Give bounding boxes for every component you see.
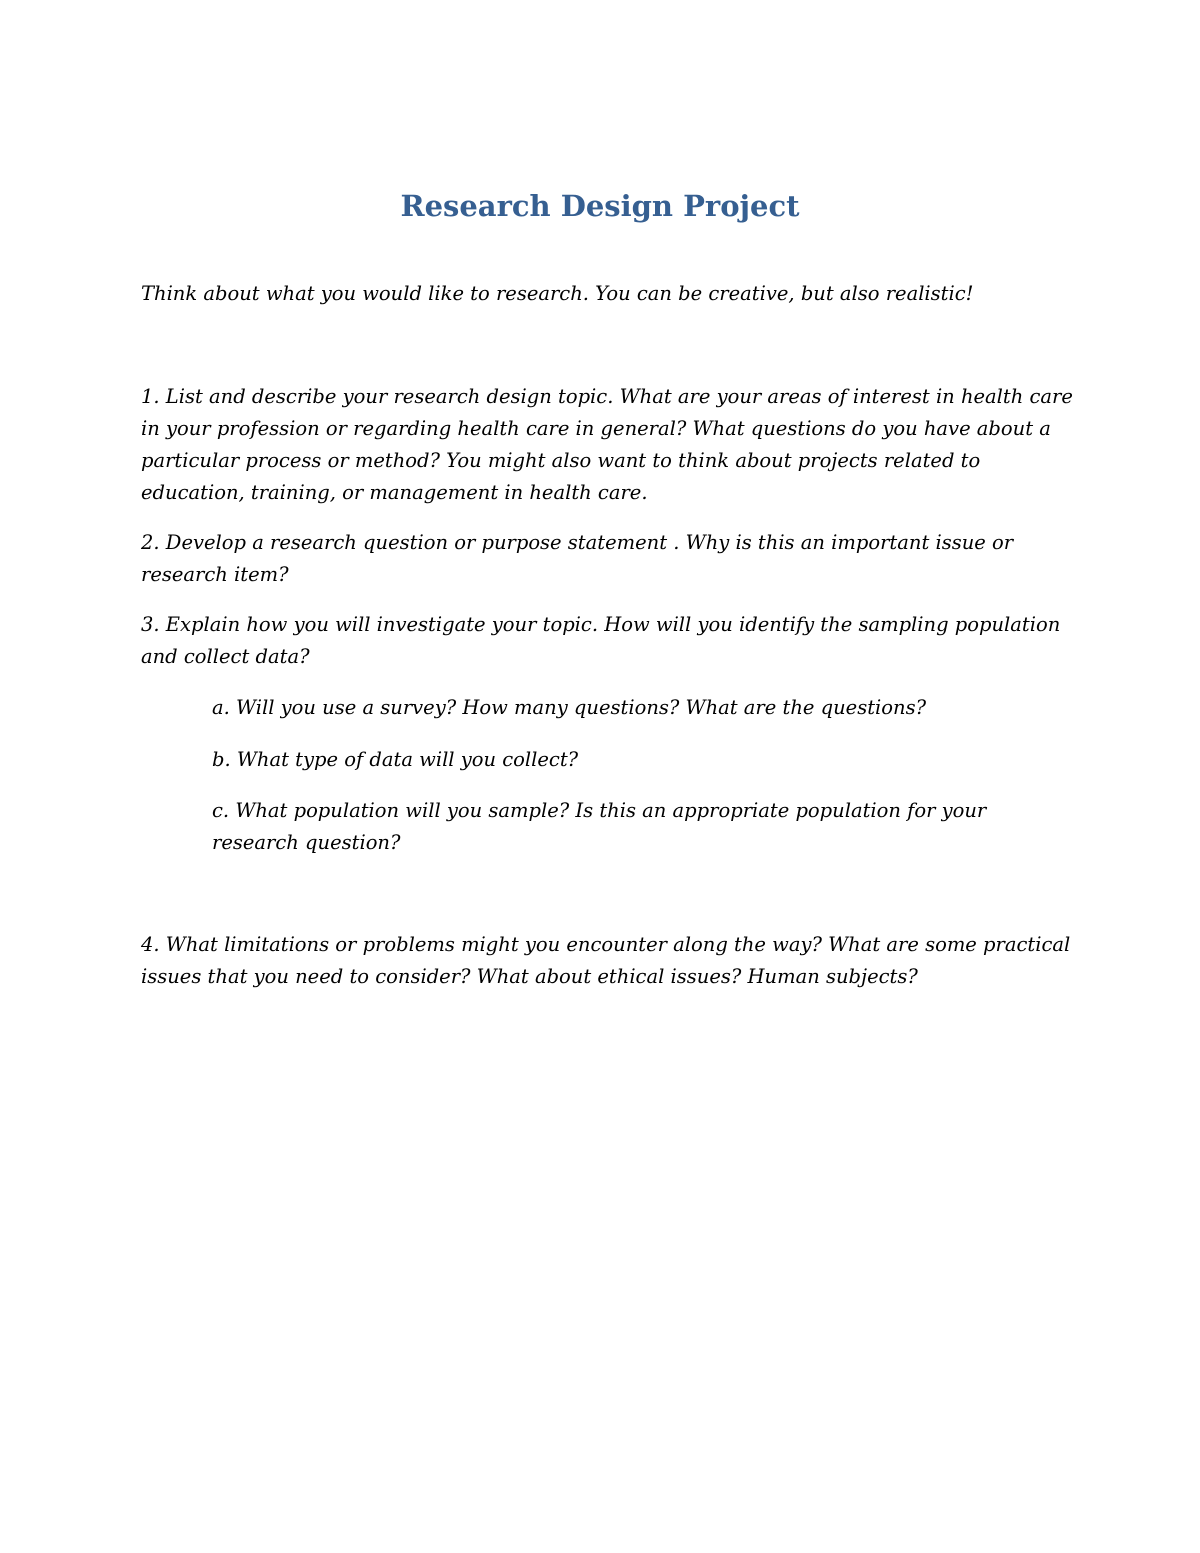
question-1-line: particular process or method? You might also want to think about projects related to	[141, 449, 981, 472]
question-3c	[212, 795, 986, 859]
question-3-line: 3. Explain how you will investigate your topic. How will you identify the sampling population	[141, 613, 1061, 636]
question-3c-line: research question?	[212, 831, 401, 854]
question-4-line: 4. What limitations or problems might you encounter along the way? What are some practical	[141, 933, 1071, 956]
question-1-line: in your profession or regarding health care in general? What questions do you have about a	[141, 417, 1051, 440]
question-3	[141, 609, 1060, 673]
question-2-line: research item?	[141, 563, 289, 586]
question-1-line: 1. List and describe your research design topic. What are your areas of interest in health care	[141, 385, 1073, 408]
question-2	[141, 527, 1013, 591]
question-3a: a. Will you use a survey? How many questions? What are the questions?	[212, 696, 927, 719]
question-1	[141, 381, 1073, 509]
intro-paragraph: Think about what you would like to research. You can be creative, but also realistic!	[141, 282, 974, 305]
question-3b: b. What type of data will you collect?	[212, 748, 579, 771]
question-1-line: education, training, or management in health care.	[141, 481, 648, 504]
document-title: Research Design Project	[400, 189, 800, 223]
question-3c-line: c. What population will you sample? Is this an appropriate population for your	[212, 799, 987, 822]
question-2-line: 2. Develop a research question or purpose statement . Why is this an important issue or	[141, 531, 1014, 554]
question-4-line: issues that you need to consider? What about ethical issues? Human subjects?	[141, 965, 918, 988]
question-3-line: and collect data?	[141, 645, 310, 668]
question-4	[141, 929, 1070, 993]
